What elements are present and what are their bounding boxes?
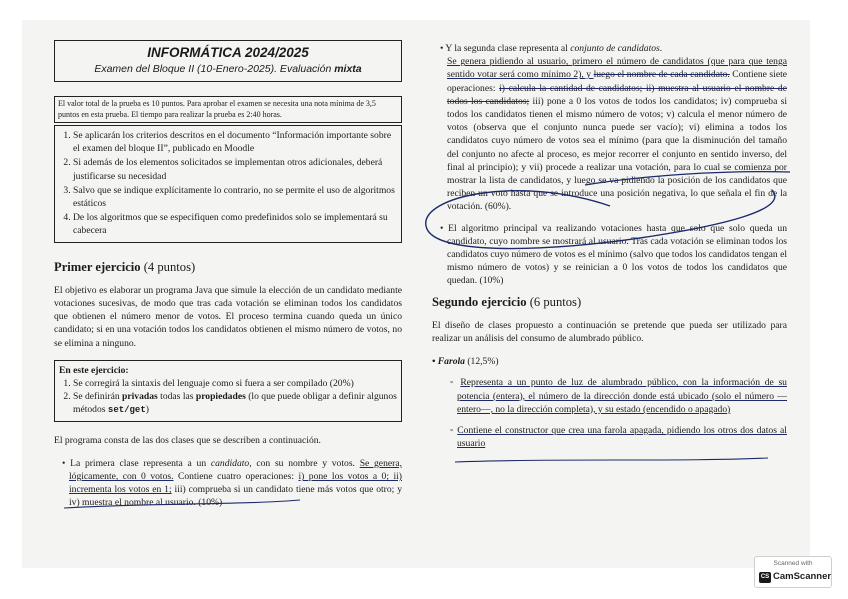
struck-text: i) calcula la cantidad de candidatos; ii) muestra al usuario el nombre de todos los candidatos; — [447, 82, 787, 107]
criteria-text: (lo que puede obligar a definir algunos métodos — [73, 391, 397, 416]
underlined-text: Se genera, lógicamente, con 0 votos. — [69, 457, 402, 483]
subtitle-text: Examen del Bloque II (10-Enero-2025). Evaluación — [94, 63, 335, 75]
ex1-criteria-box — [54, 360, 402, 422]
class-candidato: • La primera clase representa a un candidato, con su nombre y votos. Se genera, lógicamente, con 0 votos. Contiene cuatro operaciones: i) pone los votos a 0; ii) incrementa los votos en 1; iii) comprueba si un candidato tiene más votos que otro; y iv) muestra el nombre al usuario. (10%) — [62, 457, 402, 509]
underlined-text: Representa a un punto de luz de alumbrado público, con la información de su potencia (entera), el número de la dirección donde está ubicado (solo el número —entero—, no la dirección completa), y su estado (encendido o apagado) — [457, 377, 787, 415]
farola-item: ◦ Representa a un punto de luz de alumbrado público, con la información de su potencia (entera), el número de la dirección donde está ubicado (solo el número —entero—, no la dirección completa), y su estado (encendido o apagado) — [450, 377, 787, 415]
farola-title: Farola — [437, 356, 465, 368]
criteria-bold: privadas — [122, 391, 158, 403]
rule-item: 1. Se aplicarán los criterios descritos en el documento “Información importante sobre el examen del bloque II”, publicado en Moodle — [73, 129, 397, 155]
farola-item: ◦ Contiene el constructor que crea una farola apagada, pidiendo los otros dos datos al usuario — [450, 425, 787, 450]
criteria-code: set/get — [107, 405, 146, 416]
criteria-title: En este ejercicio: — [59, 364, 129, 376]
farola-pct: (12,5%) — [464, 356, 499, 368]
class-conjunto: • Y la segunda clase representa al conjunto de candidatos. Se genera pidiendo al usuario, primero el número de candidatos (que para que tenga sentido votar será como mínimo 2), y luego el nombre de cada candidato. Contiene siete operaciones: i) calcula la cantidad de candidatos; ii) muestra al usuario el nombre de todos los candidatos; iii) pone a 0 los votos de todos los candidatos; iv) comprueba si todos los candidatos tienen el mismo número de votos; v) calcula el menor número de votos (observa que el conjunto nunca puede ser vacío); vi) elimina a todos los candidatos cuyo número de votos sea el mínimo (para que la disminución del tamaño del conjunto no afecte al proceso, es mejor recorrer el conjunto en sentido inverso, del final al principio); y vii) procede a realizar una votación, para lo cual se comienza por mostrar la lista de candidatos, y luego se va pidiendo la posición de los candidatos que reciben un voto hasta que se introduce una posición negativa, lo que señala el fin de la votación. (60%). — [440, 43, 788, 213]
underlined-text: i) pone los votos a 0; ii) incrementa los votos en 1; — [69, 471, 402, 496]
text: iii) comprueba si un candidato tiene más votos que otro; y iv) muestra el nombre al usuario. — [69, 484, 402, 509]
rules-box — [54, 125, 402, 243]
right-column — [432, 42, 787, 458]
exam-title-box — [54, 40, 402, 82]
subtitle-bold: mixta — [334, 63, 362, 75]
scanned-page — [22, 20, 810, 568]
text: (60%). — [482, 201, 512, 213]
ex1-heading — [54, 261, 402, 274]
ex2-title: Segundo ejercicio — [432, 294, 527, 309]
main-algorithm: • El algoritmo principal va realizando votaciones hasta que solo que solo queda un candidato, cuyo nombre se mostrará al usuario. Tras cada votación se eliminan todos los candidatos cuyo número de votos es el mínimo (salvo que todos los candidatos tengan el mismo número de votos) y se reinician a 0 los votos de todos los candidatos que quedan. (10%) — [440, 222, 788, 287]
classes-intro: El programa consta de las dos clases que se describen a continuación. — [54, 434, 321, 446]
farola-list — [432, 376, 787, 450]
camscanner-badge — [754, 556, 832, 588]
text: Y la segunda clase representa al — [445, 43, 571, 54]
left-column — [54, 40, 402, 518]
exam-subtitle — [59, 62, 397, 77]
text: La primera clase representa a un — [70, 457, 211, 469]
criteria-text: Se definirán — [73, 391, 123, 403]
classes-list-cont — [432, 42, 787, 288]
struck-text: luego el nombre de cada candidato. — [593, 69, 730, 81]
rule-item: 4. De los algoritmos que se especifiquen como predefinidos solo se implementará su cabecera — [73, 211, 397, 237]
text: Contiene cuatro operaciones: — [173, 471, 299, 483]
text-italic: conjunto de candidatos — [570, 43, 660, 54]
rule-item: 2. Si además de los elementos solicitados se implementan otros adicionales, deberá justificarse su necesidad — [73, 156, 397, 182]
text: . — [659, 43, 663, 54]
criteria-item: 1. Se corregirá la sintaxis del lenguaje como si fuera a ser compilado (20%) — [73, 377, 397, 390]
classes-list — [54, 457, 402, 510]
criteria-bold: propiedades — [195, 391, 246, 403]
camscanner-label: CamScanner — [773, 571, 832, 582]
ex1-intro: El objetivo es elaborar un programa Java que simule la elección de un candidato mediante votaciones sucesivas, de modo que tras cada votación se eliminan todos los candidatos que obtienen el número menor de votos. El proceso termina cuando queda un único candidato; si en una votación todos los candidatos obtienen el mismo número de votos, no se elimina a ninguno. — [54, 284, 402, 349]
text-italic: candidato — [210, 457, 250, 469]
underlined-text: Contiene el constructor que crea una farola apagada, pidiendo los otros dos datos al usuario — [457, 425, 787, 450]
text: Contiene siete operaciones: — [447, 69, 788, 94]
ex2-intro: El diseño de clases propuesto a continuación se pretende que pueda ser utilizado para realizar un análisis del consumo de alumbrado público. — [432, 319, 787, 345]
text: iii) pone a 0 los votos de todos los candidatos; iv) comprueba si todos los candidatos tienen el mismo número de votos; v) calcula el menor número de votos (observa que el conjunto nunca puede ser vacío); vi) elimina a todos los candidatos cuyo número de votos sea el mínimo (para que la disminución del tamaño del conjunto no afecte al proceso, es mejor recorrer el conjunto en sentido inverso, del final al principio); y vii) procede a realizar una votación, para lo cual se comienza por mostrar la lista de candidatos, y luego se va pidiendo la posición de los candidatos que reciben un voto hasta que se introduce una posición negativa, lo que señala el fin de la votación. — [447, 95, 787, 213]
rule-item: 3. Salvo que se indique explícitamente lo contrario, no se permite el uso de algoritmos estáticos — [73, 184, 397, 210]
criteria-item — [73, 390, 397, 417]
camscanner-logo-icon: CS — [759, 572, 771, 583]
ex2-points: (6 puntos) — [526, 294, 582, 309]
ex2-heading — [432, 296, 787, 309]
underlined-text: Se genera pidiendo al usuario, primero el número de candidatos (que para que tenga sentido votar será como mínimo 2), y — [447, 56, 787, 81]
ex1-title: Primer ejercicio — [54, 259, 141, 274]
text: (10%) — [195, 497, 223, 509]
scanned-with-label: Scanned with — [773, 560, 813, 567]
farola-heading: • Farola (12,5%) — [432, 356, 499, 368]
text: , con su nombre y votos. — [249, 457, 355, 469]
criteria-text: todas las — [157, 391, 196, 403]
exam-title: INFORMÁTICA 2024/2025 — [147, 45, 309, 60]
text: El algoritmo principal va realizando votaciones hasta que solo que solo queda un candidato, cuyo nombre se mostrará al usuario. Tras cada votación se eliminan todos los candidatos cuyo número de votos es el mínimo (salvo que todos los candidatos tengan el mismo número de votos) y se reinician a 0 los votos de todos los candidatos que quedan. (10%) — [447, 222, 788, 287]
criteria-text: ) — [145, 404, 149, 416]
ex1-points: (4 puntos) — [140, 259, 196, 274]
score-warning: El valor total de la prueba es 10 puntos. Para aprobar el examen se necesita una nota mínima de 3,5 puntos en esta prueba. El tiempo para realizar la prueba es 2:40 horas. — [54, 96, 402, 123]
